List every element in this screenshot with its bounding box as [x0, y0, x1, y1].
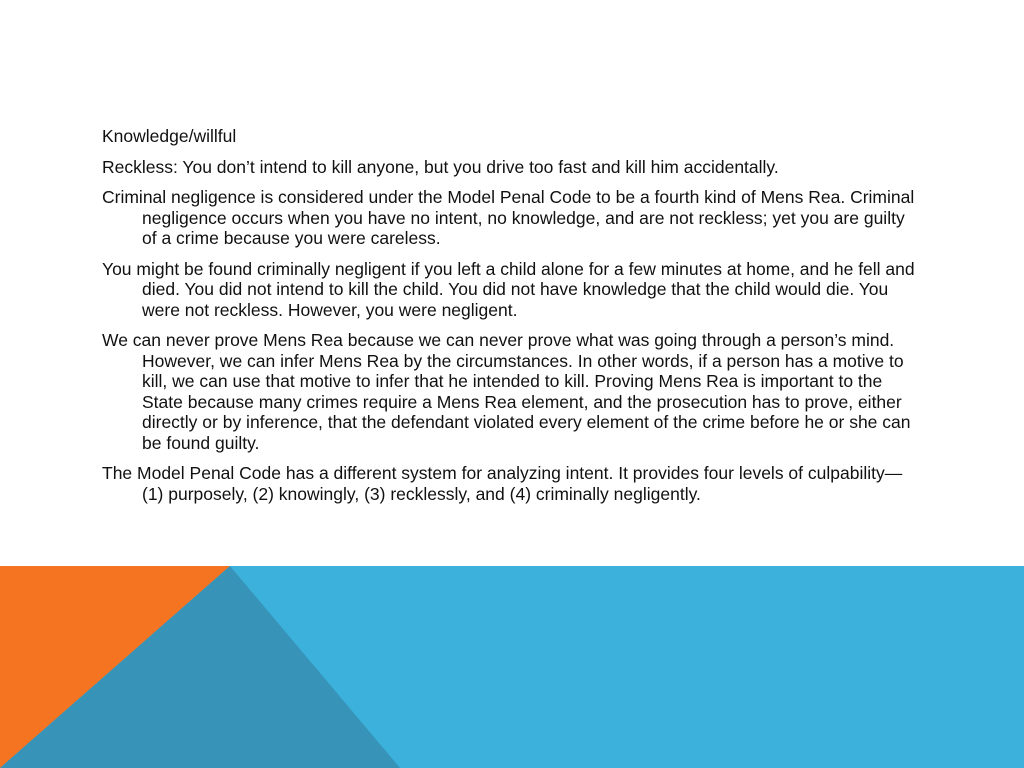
paragraph-model-penal-code: The Model Penal Code has a different system for analyzing intent. It provides four levels of culpability—(1) purposely, (2) knowingly, (3) recklessly, and (4) criminally negligently.	[102, 463, 903, 504]
slide-body	[102, 126, 922, 514]
paragraph-criminal-negligence: Criminal negligence is considered under the Model Penal Code to be a fourth kind of Mens Rea. Criminal negligence occurs when you have no intent, no knowledge, and are not reckless; yet you are guilty of a crime because you were careless.	[102, 187, 915, 248]
paragraph-proving-mens-rea: We can never prove Mens Rea because we can never prove what was going through a person’s mind. However, we can infer Mens Rea by the circumstances. In other words, if a person has a motive to kill, we can use that motive to infer that he intended to kill. Proving Mens Rea is important to the State because many crimes require a Mens Rea element, and the prosecution has to prove, either directly or by inference, that the defendant violated every element of the crime before he or she can be found guilty.	[102, 330, 911, 453]
paragraph-reckless: Reckless: You don’t intend to kill anyone, but you drive too fast and kill him accidentally.	[102, 156, 779, 177]
decorative-footer-band	[0, 566, 1024, 768]
paragraph-knowledge-willful: Knowledge/willful	[102, 126, 237, 146]
paragraph-negligence-example: You might be found criminally negligent if you left a child alone for a few minutes at home, and he fell and died. You did not intend to kill the child. You did not have knowledge that the child would die. You were not reckless. However, you were negligent.	[102, 258, 915, 320]
